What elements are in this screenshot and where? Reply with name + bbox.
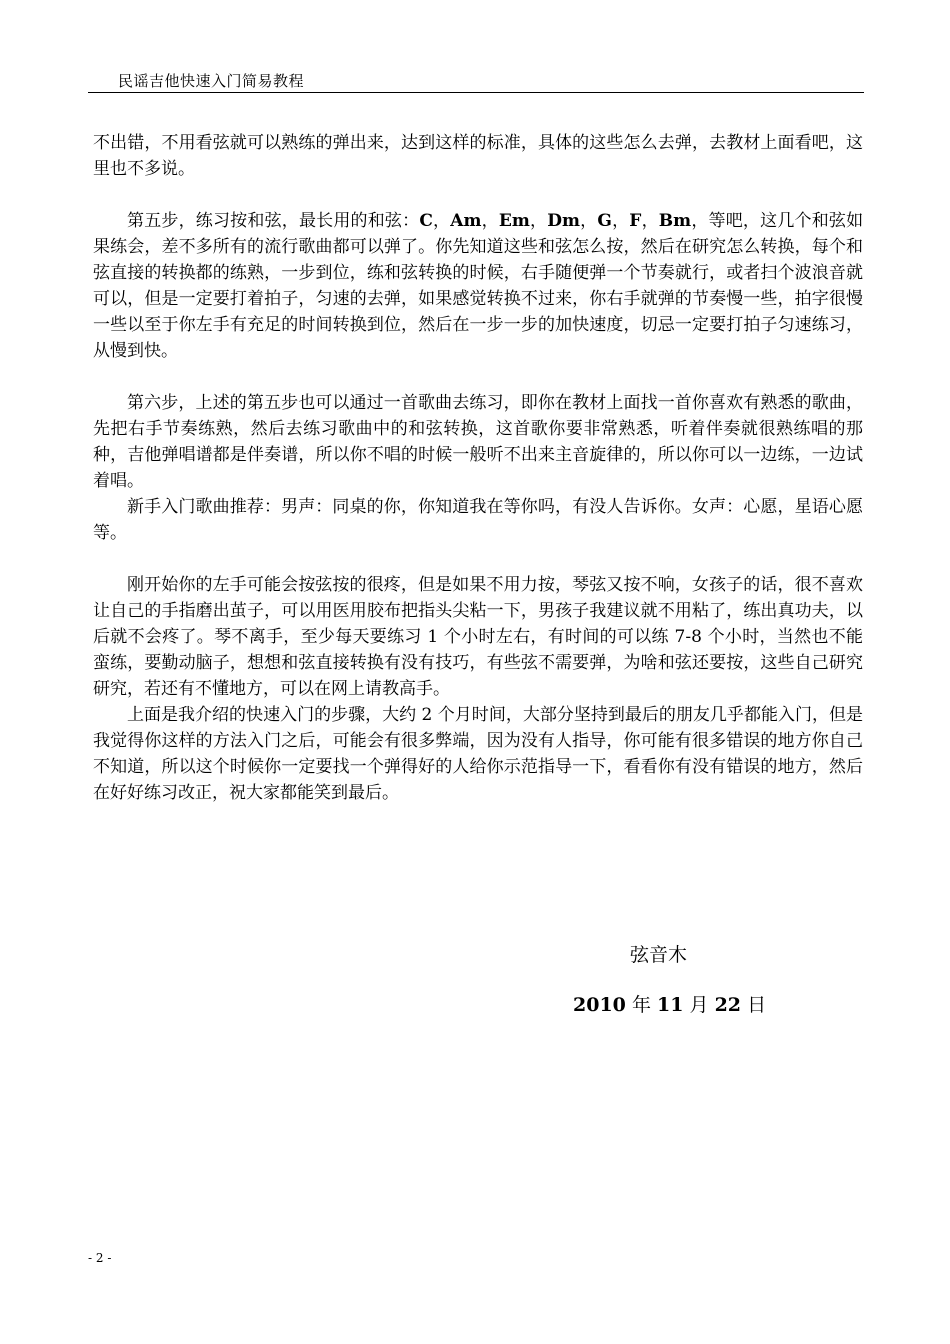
chord-g: G: [597, 211, 612, 231]
chord-c: C: [419, 211, 433, 231]
paragraph-practice-tips: 刚开始你的左手可能会按弦按的很疼，但是如果不用力按，琴弦又按不响，女孩子的话，很不喜欢让自己的手指磨出茧子，可以用医用胶布把指头尖粘一下，男孩子我建议就不用粘了，练出真功夫，以后就不会疼了。琴不离手，至少每天要练习 1 个小时左右，有时间的可以练 7-8 个小时，当然也不能蛮练，要勤动脑子，想想和弦直接转换有没有技巧，有些弦不需要弹，为啥和弦还要按，这些自己研究研究，若还有不懂地方，可以在网上请教高手。: [93, 575, 863, 699]
paragraph-continuation: 不出错，不用看弦就可以熟练的弹出来，达到这样的标准，具体的这些怎么去弹，去教材上面看吧，这里也不多说。: [93, 133, 863, 179]
chord-bm: Bm: [658, 211, 692, 231]
paragraph-step-five: 第五步，练习按和弦，最长用的和弦：C，Am，Em，Dm，G，F，Bm，等吧，这几个和弦如果练会，差不多所有的流行歌曲都可以弹了。你先知道这些和弦怎么按，然后在研究怎么转换，每个和弦直接的转换都的练熟，一步到位，练和弦转换的时候，右手随便弹一个节奏就行，或者扫个波浪音就可以，但是一定要打着拍子，匀速的去弹，如果感觉转换不过来，你右手就弹的节奏慢一些，拍字很慢一些以至于你左手有充足的时间转换到位，然后在一步一步的加快速度，切忌一定要打拍子匀速练习，从慢到快。: [93, 211, 864, 361]
chord-em: Em: [498, 211, 530, 231]
document-body: [93, 130, 863, 806]
page-header-title: 民谣吉他快速入门简易教程: [118, 72, 305, 90]
paragraph-song-recommendations: 新手入门歌曲推荐：男声：同桌的你，你知道我在等你吗，有没人告诉你。女声：心愿，星语心愿等。: [93, 497, 863, 543]
chord-dm: Dm: [547, 211, 580, 231]
date-year: 2010: [573, 994, 626, 1016]
paragraph-step-six: 第六步，上述的第五步也可以通过一首歌曲去练习，即你在教材上面找一首你喜欢有熟悉的歌曲，先把右手节奏练熟，然后去练习歌曲中的和弦转换，这首歌你要非常熟悉，听着伴奏就很熟练唱的那种，吉他弹唱谱都是伴奏谱，所以你不唱的时候一般听不出来主音旋律的，所以你可以一边练，一边试着唱。: [93, 393, 863, 491]
step-five-body: ，等吧，这几个和弦如果练会，差不多所有的流行歌曲都可以弹了。你先知道这些和弦怎么按，然后在研究怎么转换，每个和弦直接的转换都的练熟，一步到位，练和弦转换的时候，右手随便弹一个节奏就行，或者扫个波浪音就可以，但是一定要打着拍子，匀速的去弹，如果感觉转换不过来，你右手就弹的节奏慢一些，拍字很慢一些以至于你左手有充足的时间转换到位，然后在一步一步的加快速度，切忌一定要打拍子匀速练习，从慢到快。: [93, 211, 864, 361]
signature-date: 2010 年 11 月 22 日: [573, 994, 767, 1016]
date-day: 22: [714, 994, 742, 1016]
header-divider: [88, 92, 864, 93]
chord-am: Am: [450, 211, 482, 231]
author-signature: 弦音木: [630, 944, 688, 966]
date-month: 11: [657, 994, 684, 1016]
page-number: - 2 -: [88, 1251, 112, 1265]
step-five-intro: 第五步，练习按和弦，最长用的和弦：: [127, 211, 420, 231]
chord-f: F: [629, 211, 642, 231]
paragraph-conclusion: 上面是我介绍的快速入门的步骤，大约 2 个月时间，大部分坚持到最后的朋友几乎都能入门，但是我觉得你这样的方法入门之后，可能会有很多弊端，因为没有人指导，你可能有很多错误的地方你自己不知道，所以这个时候你一定要找一个弹得好的人给你示范指导一下，看看你有没有错误的地方，然后在好好练习改正，祝大家都能笑到最后。: [93, 705, 863, 803]
